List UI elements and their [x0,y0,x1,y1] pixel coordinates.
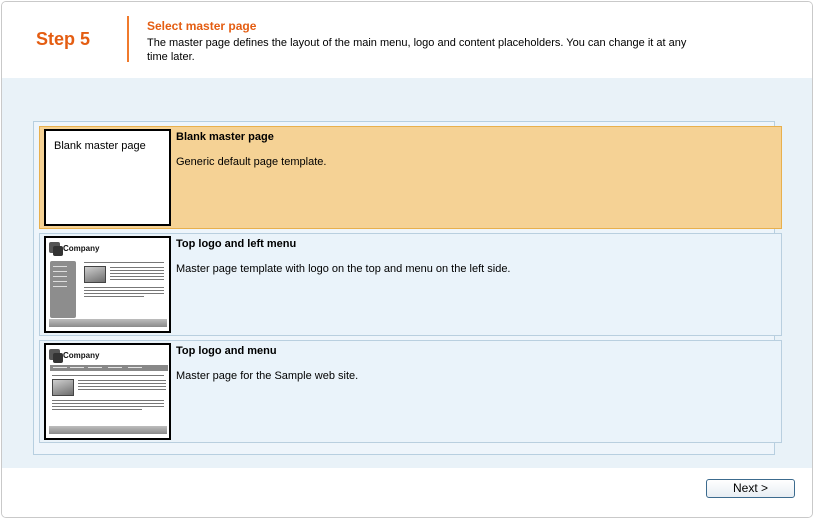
company-logo-icon [53,353,63,363]
master-page-name: Top logo and menu [176,345,277,357]
master-page-description: Master page for the Sample web site. [176,370,359,382]
thumbnail-image-icon [84,266,106,283]
company-logo-icon [53,246,63,256]
thumbnail-left-menu [50,261,76,318]
master-page-thumbnail[interactable] [44,236,171,333]
master-page-option-top-logo-left-menu[interactable] [39,233,782,336]
wizard-content [2,78,813,468]
thumbnail-footer [49,426,167,434]
master-page-option-top-logo-menu[interactable] [39,340,782,443]
thumbnail-company-label: Company [63,244,100,253]
master-page-description: Master page template with logo on the top and menu on the left side. [176,263,511,275]
master-page-list [33,121,775,455]
wizard-header [2,2,813,78]
master-page-thumbnail[interactable] [44,343,171,440]
step-description: The master page defines the layout of the main menu, logo and content placeholders. You can change it at any time later. [147,37,687,63]
step-number: Step 5 [36,29,91,49]
thumbnail-top-menu [50,365,168,371]
thumbnail-label: Blank master page [54,140,146,152]
step-title: Select master page [147,19,257,33]
master-page-name: Blank master page [176,131,274,143]
master-page-option-blank[interactable] [39,126,782,229]
thumbnail-footer [49,319,167,327]
next-button[interactable]: Next > [706,479,795,498]
master-page-thumbnail[interactable] [44,129,171,226]
thumbnail-image-icon [52,379,74,396]
wizard-frame [1,1,813,518]
thumbnail-company-label: Company [63,351,100,360]
master-page-description: Generic default page template. [176,156,327,168]
header-divider [127,16,129,62]
master-page-name: Top logo and left menu [176,238,297,250]
wizard-footer [2,468,813,518]
